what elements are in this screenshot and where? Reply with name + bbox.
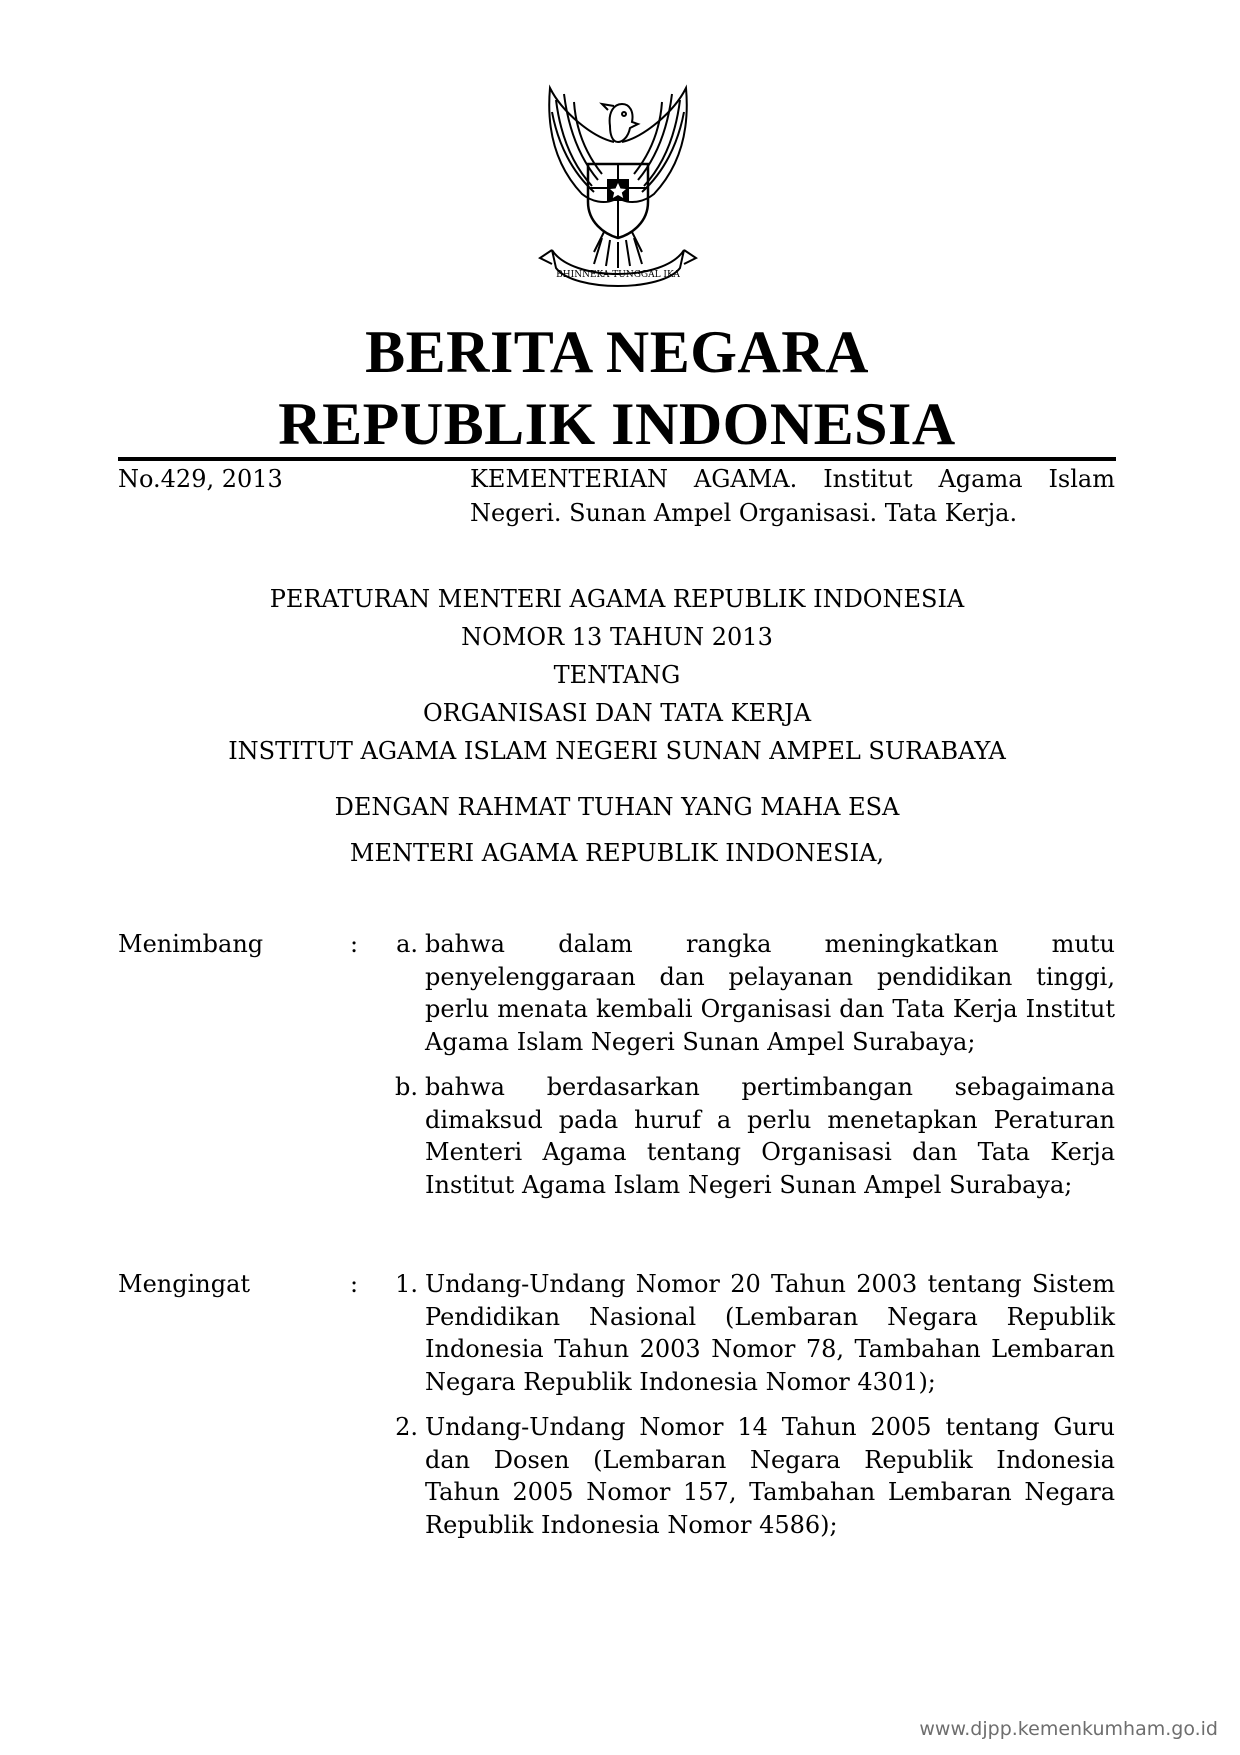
section-label: Menimbang [118, 930, 264, 958]
regulation-number: NOMOR 13 TAHUN 2013 [461, 623, 773, 651]
item-text: bahwa dalam rangka meningkatkan mutu penyelenggaraan dan pelayanan pendidikan tinggi, perlu menata kembali Organisasi dan Tata Kerja Institut Agama Islam Negeri Sunan Ampel Surabaya; [425, 930, 1115, 1056]
opening-formula [118, 784, 1116, 876]
section-mengingat [0, 1268, 1240, 1554]
list-item [395, 1071, 1115, 1201]
regulation-subject-line1: ORGANISASI DAN TATA KERJA [422, 699, 812, 727]
list-item [395, 1411, 1115, 1541]
emblem-motto: BHINNEKA TUNGGAL IKA [556, 270, 680, 280]
section-label: Mengingat [118, 1270, 251, 1298]
list-item [396, 928, 1115, 1058]
regulation-about: TENTANG [553, 661, 681, 689]
item-text: Undang-Undang Nomor 14 Tahun 2005 tentang Guru dan Dosen (Lembaran Negara Republik Indonesia Tahun 2005 Nomor 157, Tambahan Lembaran Negara Republik Indonesia Nomor 4586); [425, 1413, 1115, 1539]
issue-subject [470, 462, 1115, 530]
issue-number: No.429, 2013 [118, 465, 283, 493]
regulation-title-line1: PERATURAN MENTERI AGAMA REPUBLIK INDONESIA [269, 585, 965, 613]
issue-subject-line2: Negeri. Sunan Ampel Organisasi. Tata Kerja. [470, 499, 1018, 527]
item-text: Undang-Undang Nomor 20 Tahun 2003 tentang Sistem Pendidikan Nasional (Lembaran Negara Republik Indonesia Tahun 2003 Nomor 78, Tambahan Lembaran Negara Republik Indonesia Nomor 4301); [425, 1270, 1115, 1396]
opening-line2: MENTERI AGAMA REPUBLIK INDONESIA, [349, 839, 885, 867]
regulation-subject-line2: INSTITUT AGAMA ISLAM NEGERI SUNAN AMPEL SURABAYA [228, 737, 1006, 765]
opening-line1: DENGAN RAHMAT TUHAN YANG MAHA ESA [334, 793, 900, 821]
item-marker: 1. [395, 1270, 418, 1298]
masthead-title: BERITA NEGARA [365, 319, 869, 385]
item-text: bahwa berdasarkan pertimbangan sebagaimana dimaksud pada huruf a perlu menetapkan Peraturan Menteri Agama tentang Organisasi dan Tata Kerja Institut Agama Islam Negeri Sunan Ampel Surabaya; [425, 1073, 1115, 1199]
item-marker: a. [396, 930, 418, 958]
section-colon: : [350, 930, 359, 958]
item-marker: 2. [395, 1413, 418, 1441]
footer-url[interactable]: www.djpp.kemenkumham.go.id [919, 1718, 1218, 1740]
item-marker: b. [395, 1073, 418, 1101]
masthead-rule [118, 457, 1116, 461]
section-menimbang [0, 928, 1240, 1214]
list-item [395, 1268, 1115, 1398]
masthead-subtitle: REPUBLIK INDONESIA [278, 391, 956, 457]
issue-subject-line1: KEMENTERIAN AGAMA. Institut Agama Islam [470, 465, 1115, 493]
section-colon: : [350, 1270, 359, 1298]
garuda-pancasila-emblem-icon [522, 82, 714, 292]
regulation-title [118, 580, 1116, 770]
